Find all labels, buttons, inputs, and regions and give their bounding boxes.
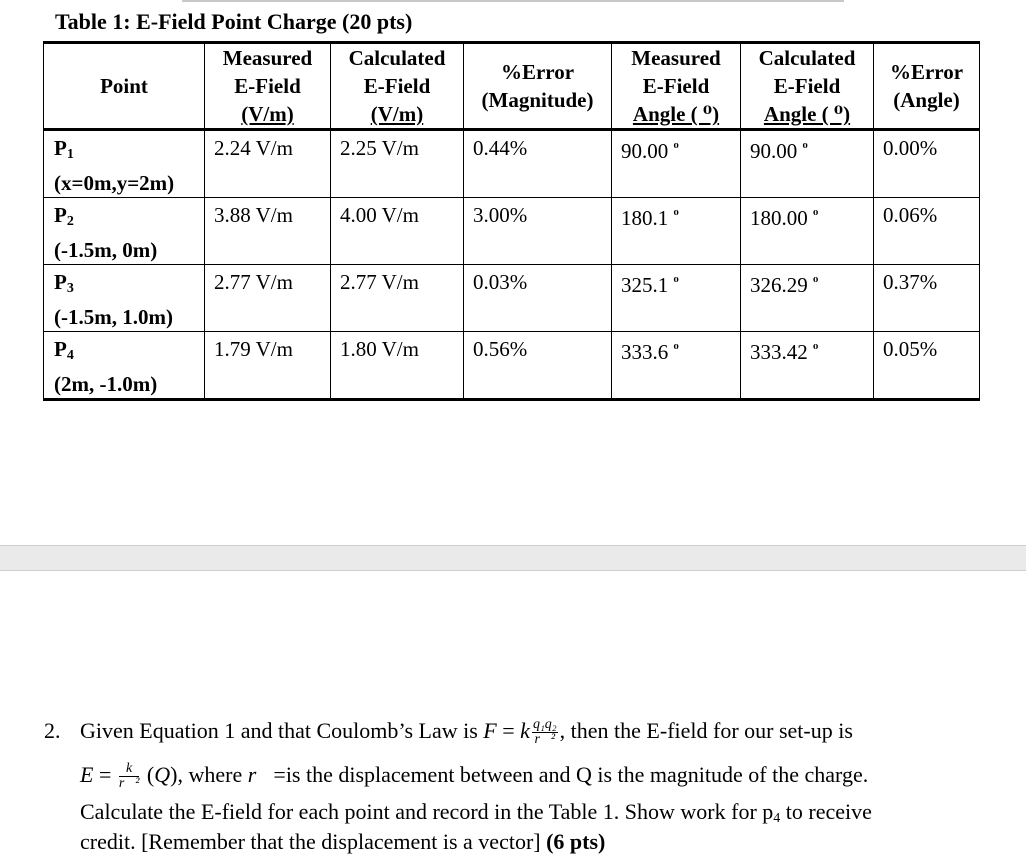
calculated-efield-cell: 1.80 V/m [331, 332, 464, 400]
measured-efield-cell: 2.24 V/m [205, 130, 331, 198]
calculated-angle-cell: 333.42 $^{^0}$ [741, 332, 874, 400]
table-row [44, 198, 980, 265]
error-magnitude-cell: 3.00% [464, 198, 612, 265]
calculated-efield-cell: 4.00 V/m [331, 198, 464, 265]
calculated-efield-cell: 2.25 V/m [331, 130, 464, 198]
measured-angle-cell: 325.1 $^{^0}$ [612, 265, 741, 332]
header-error-angle: %Error (Angle) [874, 43, 980, 130]
error-angle-cell: 0.06% [874, 198, 980, 265]
header-calculated-angle: Calculated E-Field Angle ( ⁰) [741, 43, 874, 130]
header-point: Point [44, 43, 205, 130]
header-measured-angle: Measured E-Field Angle ( ⁰) [612, 43, 741, 130]
calculated-efield-cell: 2.77 V/m [331, 265, 464, 332]
error-angle-cell: 0.00% [874, 130, 980, 198]
point-cell: $P_3$ (-1.5m, 1.0m) [44, 265, 205, 332]
question-number: 2. [44, 718, 61, 743]
header-calculated-efield: Calculated E-Field (V/m) [331, 43, 464, 130]
header-error-magnitude: %Error (Magnitude) [464, 43, 612, 130]
coulomb-fraction: $\frac{\text{q₁q₂}}{\text{r⃗²}}$ [532, 717, 557, 748]
table-row [44, 332, 980, 400]
calculated-angle-cell: 180.00 $^{^0}$ [741, 198, 874, 265]
question-line-4: credit. [Remember that the displacement is a vector] (6 pts) [80, 829, 606, 854]
error-magnitude-cell: 0.56% [464, 332, 612, 400]
error-magnitude-cell: 0.44% [464, 130, 612, 198]
table-caption: Table 1: E-Field Point Charge (20 pts) [55, 9, 413, 34]
calculated-angle-cell: 326.29 $^{^0}$ [741, 265, 874, 332]
measured-efield-cell: 1.79 V/m [205, 332, 331, 400]
point-cell: $P_2$ (-1.5m, 0m) [44, 198, 205, 265]
header-measured-efield: Measured E-Field (V/m) [205, 43, 331, 130]
question-line-2: E = $\frac{k}{\text{r⃗²}}$ (Q), where r⃗=is the displacement between and Q is the magnitude of the charge. [80, 761, 869, 792]
top-rule [182, 0, 844, 2]
measured-efield-cell: 2.77 V/m [205, 265, 331, 332]
measured-angle-cell: 333.6 $^{^0}$ [612, 332, 741, 400]
error-angle-cell: 0.37% [874, 265, 980, 332]
question-line-1: Given Equation 1 and that Coulomb’s Law is F = k $\frac{\text{q₁q₂}}{\text{r⃗²}}$ , then the E-field for our set-up is [80, 717, 853, 748]
table-row [44, 265, 980, 332]
table-row [44, 130, 980, 198]
measured-angle-cell: 90.00 $^{^0}$ [612, 130, 741, 198]
page-divider [0, 545, 1026, 571]
measured-angle-cell: 180.1 $^{^0}$ [612, 198, 741, 265]
measured-efield-cell: 3.88 V/m [205, 198, 331, 265]
question-line-3: Calculate the E-field for each point and record in the Table 1. Show work for $p_4$ to receive [80, 799, 872, 826]
point-cell: $P_4$ (2m, -1.0m) [44, 332, 205, 400]
calculated-angle-cell: 90.00 $^{^0}$ [741, 130, 874, 198]
efield-fraction: $\frac{k}{\text{r⃗²}}$ [118, 761, 140, 792]
efield-table [43, 41, 980, 401]
error-angle-cell: 0.05% [874, 332, 980, 400]
error-magnitude-cell: 0.03% [464, 265, 612, 332]
table-header-row [44, 43, 980, 130]
point-cell: $P_1$ (x=0m,y=2m) [44, 130, 205, 198]
